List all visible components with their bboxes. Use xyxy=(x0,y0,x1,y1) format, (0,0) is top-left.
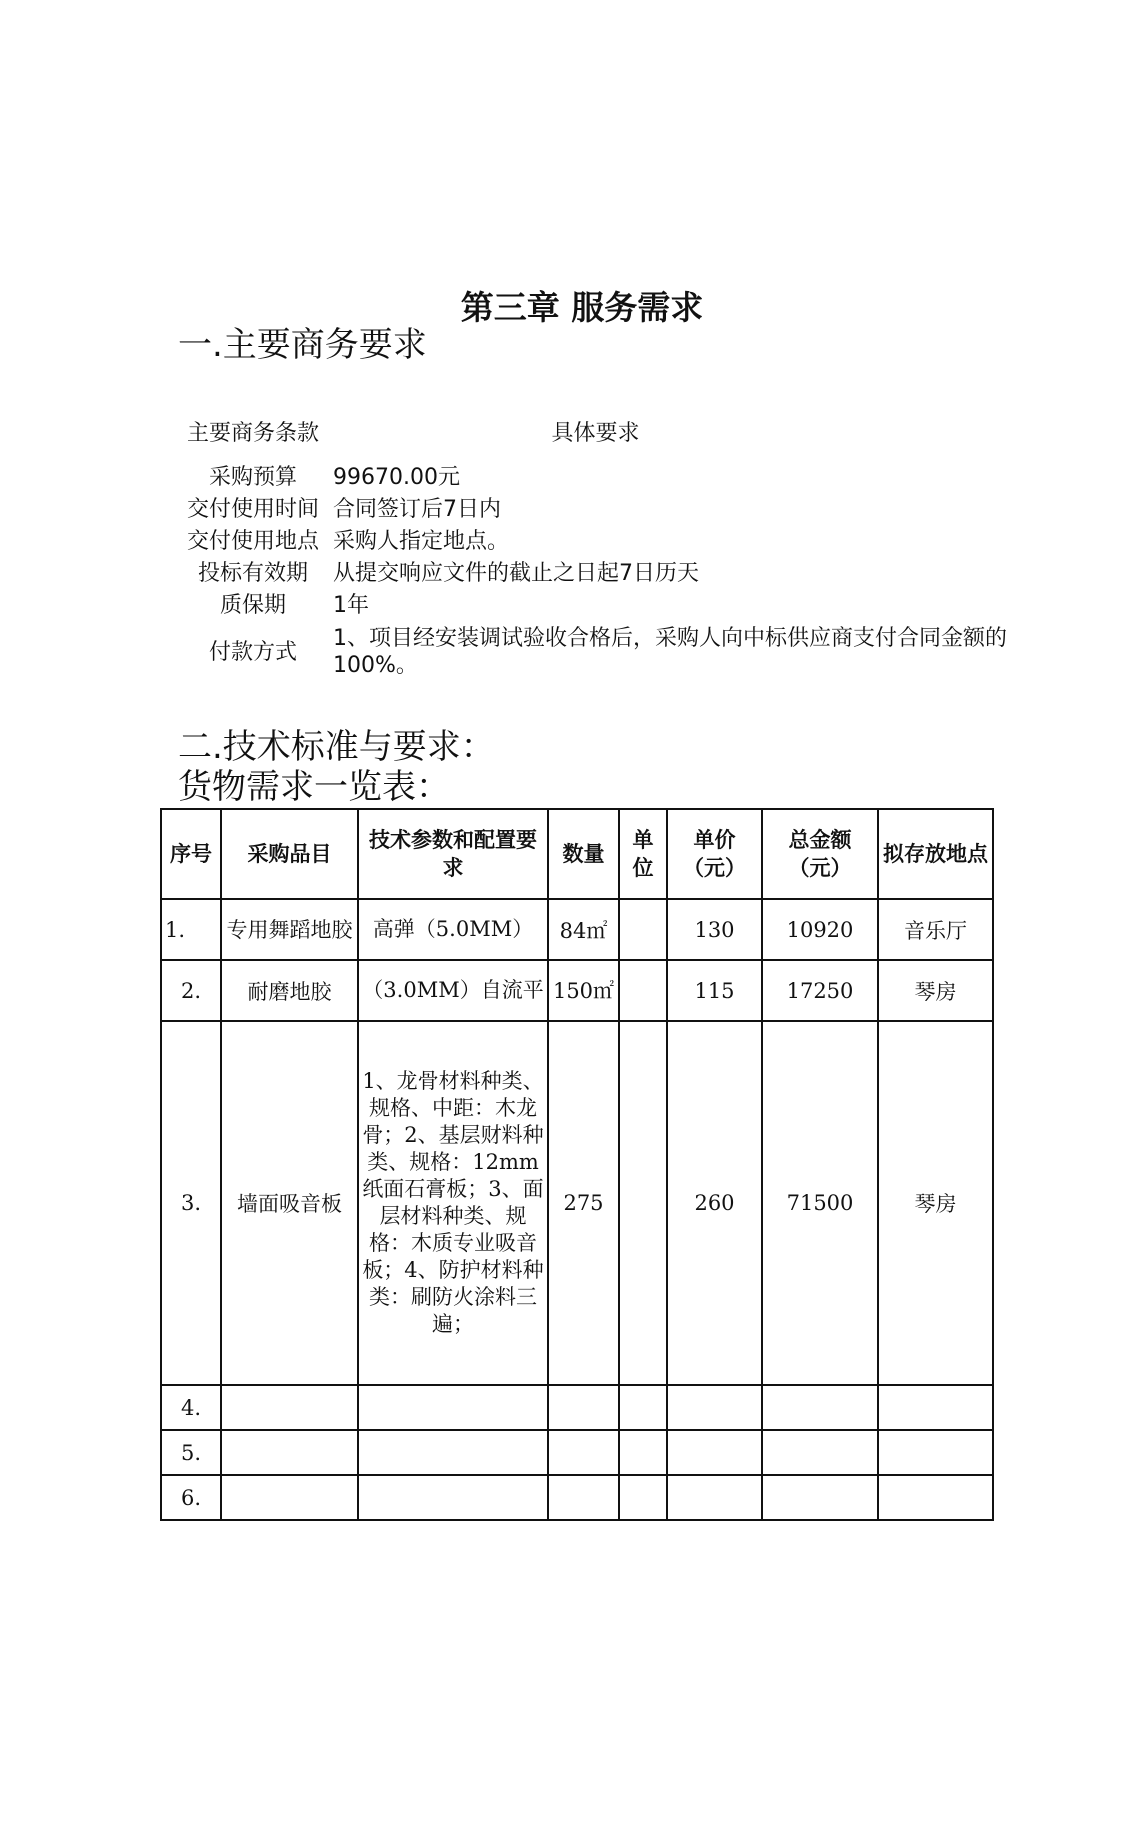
cell-item xyxy=(221,1430,358,1475)
header-location: 拟存放地点 xyxy=(878,809,993,899)
cell-unit xyxy=(619,1475,667,1520)
cell-total xyxy=(762,1385,878,1430)
cell-price: 115 xyxy=(667,960,762,1021)
cell-total: 17250 xyxy=(762,960,878,1021)
business-row xyxy=(178,621,1008,683)
header-no: 序号 xyxy=(161,809,221,899)
cell-spec: 高弹（5.0MM） xyxy=(358,899,548,960)
cell-no: 5. xyxy=(161,1430,221,1475)
cell-price xyxy=(667,1385,762,1430)
business-value: 从提交响应文件的截止之日起7日历天 xyxy=(333,560,699,586)
header-spec: 技术参数和配置要求 xyxy=(358,809,548,899)
table-row xyxy=(161,899,993,960)
cell-total xyxy=(762,1430,878,1475)
cell-item xyxy=(221,1385,358,1430)
header-price: 单价（元） xyxy=(667,809,762,899)
business-row xyxy=(178,525,1008,557)
cell-unit xyxy=(619,1385,667,1430)
cell-location xyxy=(878,1475,993,1520)
cell-no: 6. xyxy=(161,1475,221,1520)
cell-no: 2. xyxy=(161,960,221,1021)
business-row xyxy=(178,557,1008,589)
table-row xyxy=(161,1385,993,1430)
cell-qty xyxy=(548,1385,619,1430)
section-title-technical: 二.技术标准与要求： xyxy=(178,727,495,767)
cell-location xyxy=(878,1430,993,1475)
cell-location xyxy=(878,1385,993,1430)
cell-price xyxy=(667,1430,762,1475)
cell-qty xyxy=(548,1475,619,1520)
header-item: 采购品目 xyxy=(221,809,358,899)
cell-total xyxy=(762,1475,878,1520)
cell-qty: 150㎡ xyxy=(548,960,619,1021)
cell-unit xyxy=(619,1021,667,1385)
cell-no: 1. xyxy=(161,899,221,960)
business-value: 1年 xyxy=(333,592,369,618)
cell-location: 琴房 xyxy=(878,960,993,1021)
business-header-key: 主要商务条款 xyxy=(186,420,319,446)
cell-total: 71500 xyxy=(762,1021,878,1385)
business-value: 99670.00元 xyxy=(333,464,460,490)
cell-item: 耐磨地胶 xyxy=(221,960,358,1021)
cell-unit xyxy=(619,1430,667,1475)
business-key: 交付使用时间 xyxy=(186,496,319,522)
business-header-value: 具体要求 xyxy=(551,420,640,446)
business-key: 采购预算 xyxy=(208,464,297,490)
business-value: 1、项目经安装调试验收合格后，采购人向中标供应商支付合同金额的100%。 xyxy=(333,626,1007,678)
chapter-title: 第三章 服务需求 xyxy=(460,288,704,327)
section-title-business: 一.主要商务要求 xyxy=(178,325,427,365)
cell-no: 4. xyxy=(161,1385,221,1430)
cell-price: 130 xyxy=(667,899,762,960)
header-total: 总金额（元） xyxy=(762,809,878,899)
goods-table-title: 货物需求一览表： xyxy=(178,767,450,807)
cell-spec: 1、龙骨材料种类、规格、中距：木龙骨；2、基层财料种类、规格：12mm纸面石膏板；3、面层材料种类、规格：木质专业吸音板；4、防护材料种类：刷防火涂料三遍； xyxy=(358,1021,548,1385)
cell-unit xyxy=(619,960,667,1021)
table-row xyxy=(161,960,993,1021)
business-value: 采购人指定地点。 xyxy=(333,528,510,554)
business-terms xyxy=(178,405,1008,683)
cell-qty: 275 xyxy=(548,1021,619,1385)
business-key: 投标有效期 xyxy=(197,560,308,586)
cell-qty: 84㎡ xyxy=(548,899,619,960)
cell-total: 10920 xyxy=(762,899,878,960)
table-row xyxy=(161,1021,993,1385)
cell-item: 专用舞蹈地胶 xyxy=(221,899,358,960)
cell-spec xyxy=(358,1475,548,1520)
business-row xyxy=(178,493,1008,525)
table-row xyxy=(161,1430,993,1475)
goods-table xyxy=(160,808,994,1521)
business-row xyxy=(178,461,1008,493)
header-unit: 单位 xyxy=(619,809,667,899)
cell-no: 3. xyxy=(161,1021,221,1385)
cell-location: 音乐厅 xyxy=(878,899,993,960)
business-header-row xyxy=(178,405,1008,461)
cell-price: 260 xyxy=(667,1021,762,1385)
business-value: 合同签订后7日内 xyxy=(333,496,501,522)
cell-price xyxy=(667,1475,762,1520)
cell-spec: （3.0MM）自流平 xyxy=(358,960,548,1021)
cell-spec xyxy=(358,1385,548,1430)
business-key: 交付使用地点 xyxy=(186,528,319,554)
cell-unit xyxy=(619,899,667,960)
cell-location: 琴房 xyxy=(878,1021,993,1385)
business-key: 付款方式 xyxy=(208,639,297,665)
cell-item xyxy=(221,1475,358,1520)
cell-qty xyxy=(548,1430,619,1475)
business-row xyxy=(178,589,1008,621)
table-row xyxy=(161,1475,993,1520)
goods-header-row xyxy=(161,809,993,899)
business-key: 质保期 xyxy=(219,592,286,618)
cell-item: 墙面吸音板 xyxy=(221,1021,358,1385)
header-qty: 数量 xyxy=(548,809,619,899)
cell-spec xyxy=(358,1430,548,1475)
